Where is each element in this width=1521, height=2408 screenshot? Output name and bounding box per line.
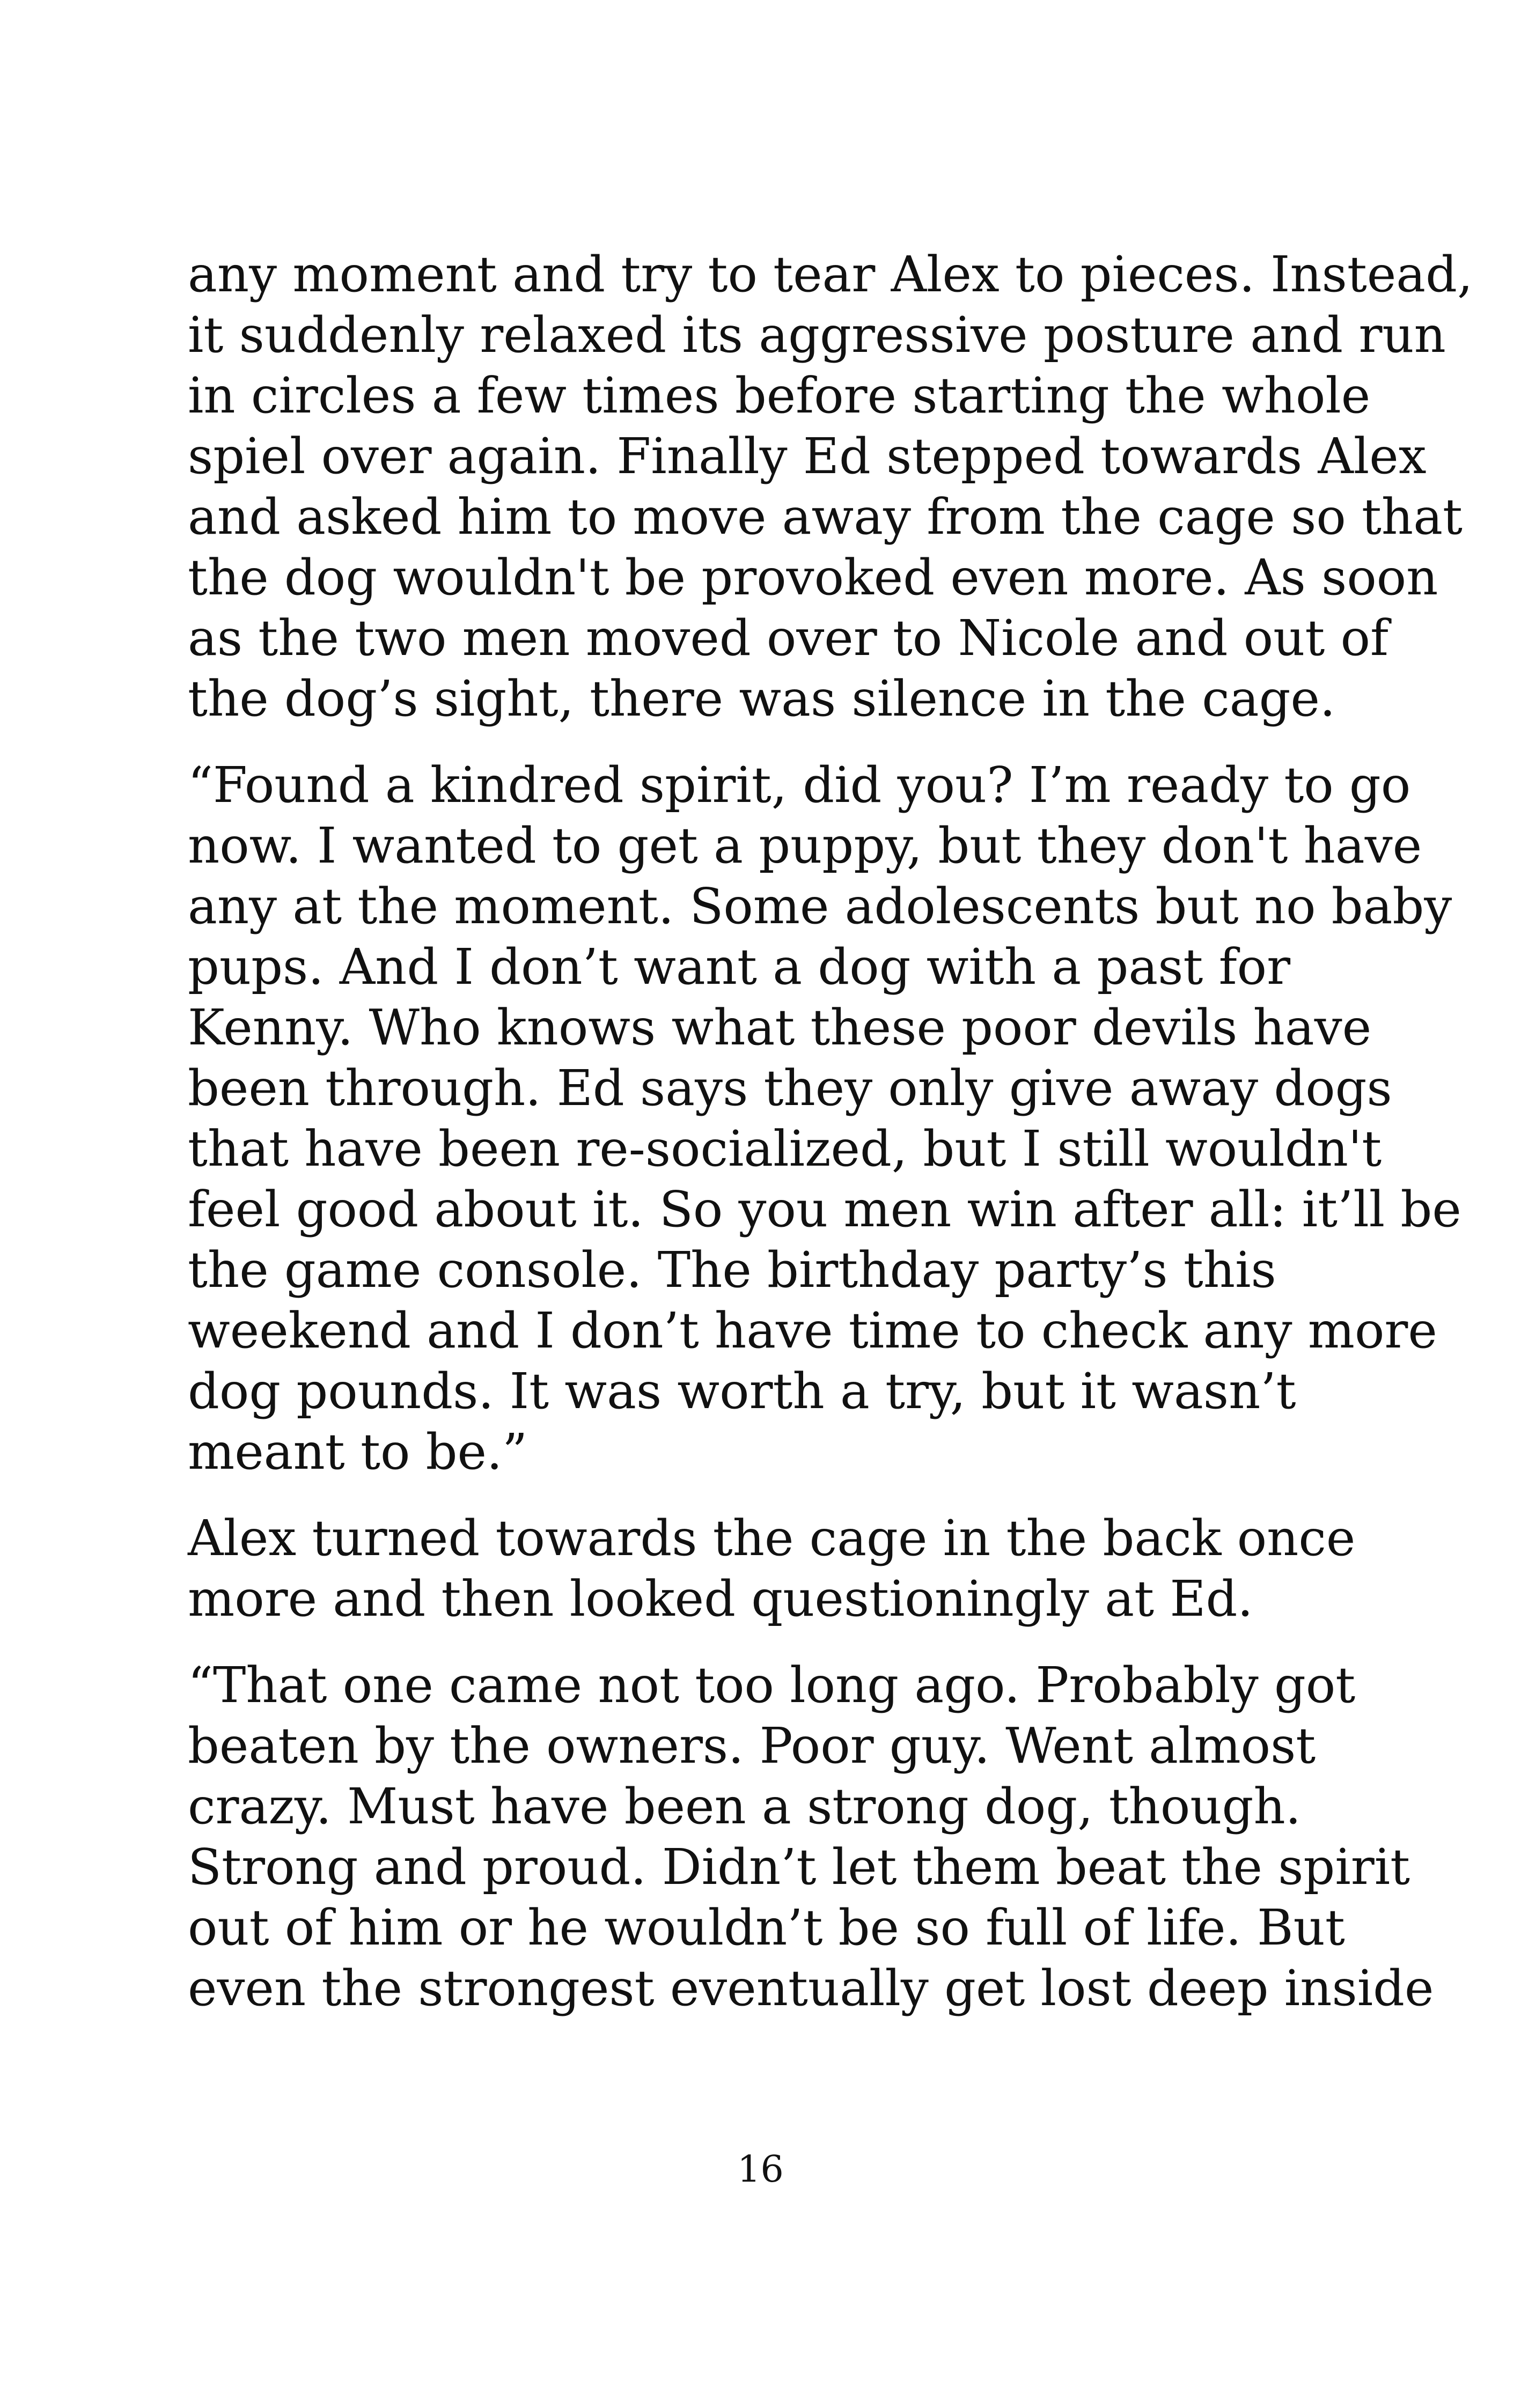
text-line: now. I wanted to get a puppy, but they don't have: [188, 817, 1422, 874]
text-line: been through. Ed says they only give away dogs: [188, 1059, 1392, 1117]
text-line: even the strongest eventually get lost deep inside: [188, 1960, 1434, 2017]
text-line: out of him or he wouldn’t be so full of life. But: [188, 1899, 1345, 1956]
text-line: any at the moment. Some adolescents but no baby: [188, 878, 1452, 935]
text-line: dog pounds. It was worth a try, but it wasn’t: [188, 1363, 1296, 1420]
paragraph-2: [188, 755, 1461, 1482]
text-line: beaten by the owners. Poor guy. Went almost: [188, 1717, 1316, 1774]
text-line: in circles a few times before starting the whole: [188, 367, 1371, 424]
text-line: Alex turned towards the cage in the back once: [188, 1509, 1356, 1567]
text-line: as the two men moved over to Nicole and out of: [188, 609, 1389, 667]
text-line: “That one came not too long ago. Probably got: [188, 1656, 1356, 1714]
body-text: [188, 244, 1473, 2044]
page-number: 16: [737, 2148, 784, 2191]
text-line: feel good about it. So you men win after all: it’ll be: [188, 1181, 1461, 1238]
text-line: “Found a kindred spirit, did you? I’m ready to go: [188, 756, 1411, 814]
text-line: it suddenly relaxed its aggressive posture and run: [188, 306, 1446, 364]
text-line: the dog’s sight, there was silence in the cage.: [188, 670, 1336, 727]
paragraph-4: [188, 1655, 1434, 2019]
text-line: Strong and proud. Didn’t let them beat the spirit: [188, 1838, 1410, 1896]
text-line: any moment and try to tear Alex to pieces. Instead,: [188, 246, 1473, 303]
text-line: crazy. Must have been a strong dog, though.: [188, 1778, 1301, 1835]
text-line: the game console. The birthday party’s this: [188, 1241, 1276, 1299]
text-line: weekend and I don’t have time to check any more: [188, 1302, 1437, 1359]
text-line: more and then looked questioningly at Ed.: [188, 1570, 1253, 1628]
paragraph-1: [188, 244, 1473, 729]
text-line: pups. And I don’t want a dog with a past for: [188, 938, 1291, 996]
text-line: Kenny. Who knows what these poor devils have: [188, 999, 1372, 1056]
text-line: that have been re-socialized, but I still wouldn't: [188, 1120, 1382, 1177]
paragraph-3: [188, 1508, 1356, 1629]
text-line: and asked him to move away from the cage so that: [188, 488, 1463, 546]
text-line: spiel over again. Finally Ed stepped towards Alex: [188, 428, 1427, 485]
text-line: meant to be.”: [188, 1423, 528, 1481]
text-line: the dog wouldn't be provoked even more. As soon: [188, 549, 1438, 606]
